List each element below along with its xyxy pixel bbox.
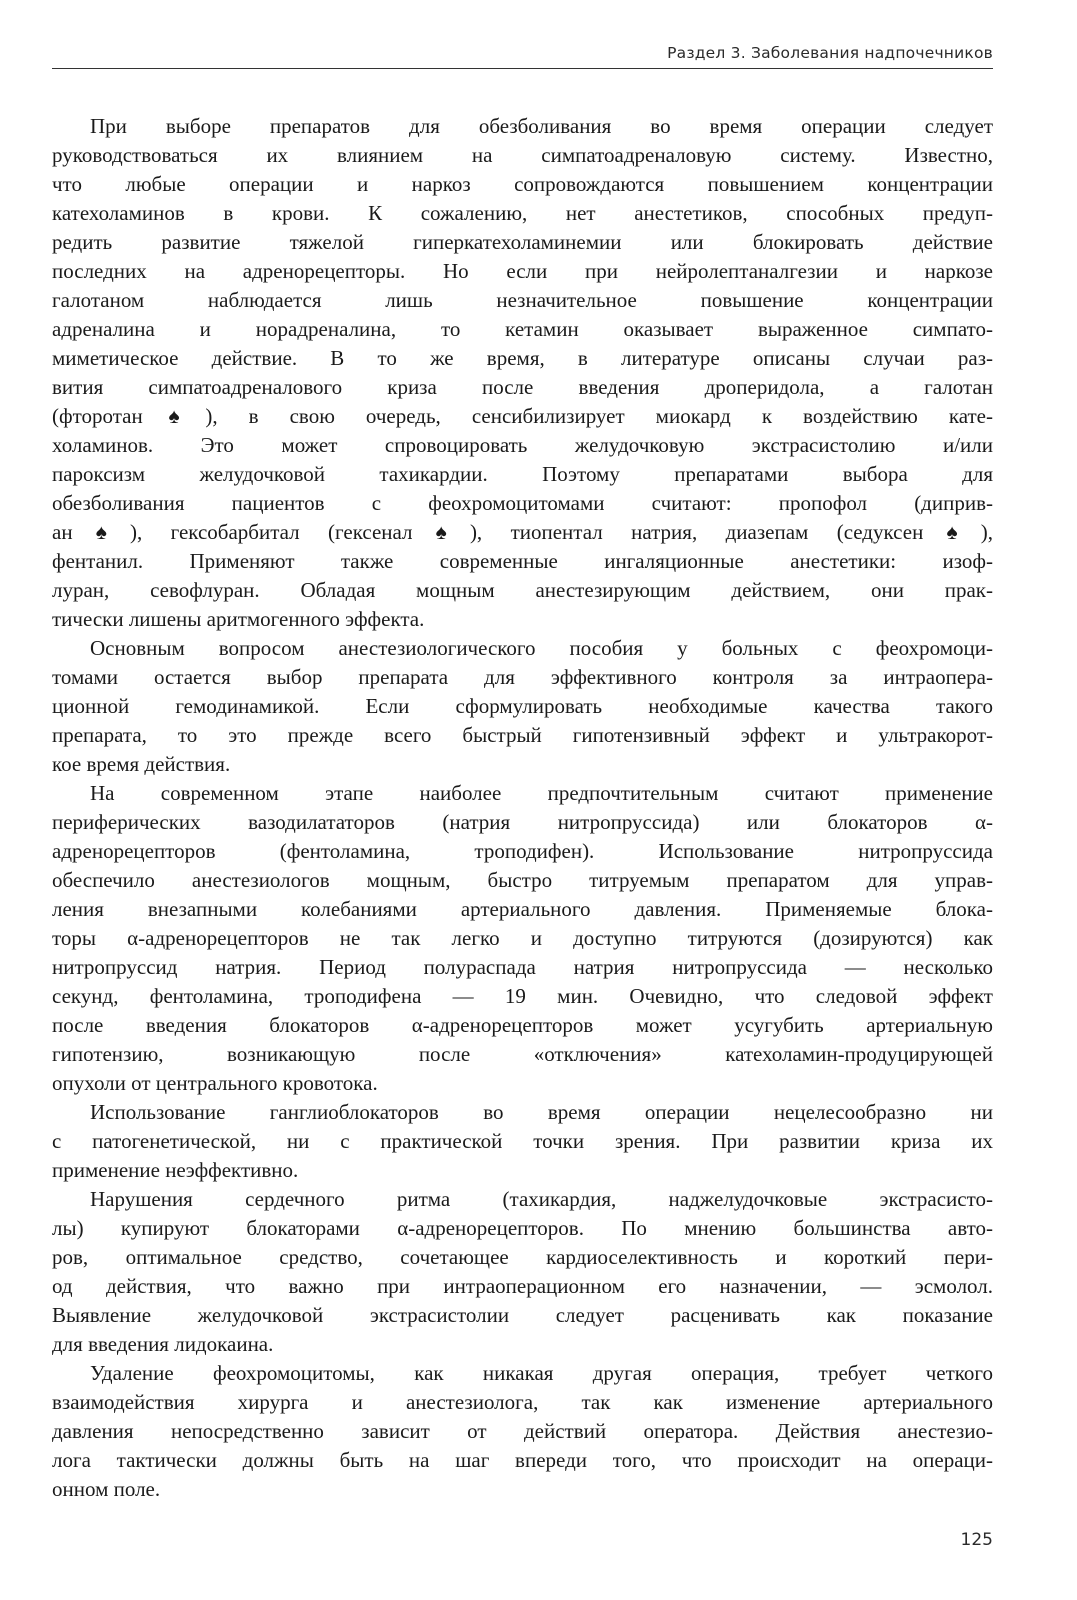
paragraph-surgeon-anesthesiologist (52, 1359, 993, 1504)
text-line: вития симпатоадреналового криза после введения дроперидола, а галотан (52, 375, 993, 399)
text-line: руководствоваться их влиянием на симпатоадреналовую систему. Известно, (52, 143, 993, 167)
text-line: ров, оптимальное средство, сочетающее кардиоселективность и короткий пери- (52, 1245, 993, 1269)
text-line: давления непосредственно зависит от действий оператора. Действия анестезио- (52, 1419, 993, 1443)
text-line: лы) купируют блокаторами α-адренорецепторов. По мнению большинства авто- (52, 1216, 993, 1240)
text-line: что любые операции и наркоз сопровождаются повышением концентрации (52, 172, 993, 196)
running-header (52, 44, 993, 69)
text-line: лога тактически должны быть на шаг впереди того, что происходит на операци- (52, 1448, 993, 1472)
text-line: обеспечило анестезиологов мощным, быстро титруемым препаратом для управ- (52, 868, 993, 892)
text-line: кое время действия. (52, 752, 231, 776)
text-line: Удаление феохромоцитомы, как никакая другая операция, требует четкого (90, 1361, 993, 1385)
text-line: На современном этапе наиболее предпочтительным считают применение (90, 781, 993, 805)
text-line: пароксизм желудочковой тахикардии. Поэтому препаратами выбора для (52, 462, 993, 486)
text-line: обезболивания пациентов с феохромоцитомами считают: пропофол (диприв- (52, 491, 993, 515)
text-line: адренорецепторов (фентоламина, троподифен). Использование нитропруссида (52, 839, 993, 863)
page-number: 125 (960, 1530, 993, 1550)
text-line: ления внезапными колебаниями артериального давления. Применяемые блока- (52, 897, 993, 921)
text-line: последних на адренорецепторы. Но если при нейролептаналгезии и наркозе (52, 259, 993, 283)
text-line: Использование ганглиоблокаторов во время операции нецелесообразно ни (90, 1100, 993, 1124)
text-line: опухоли от центрального кровотока. (52, 1071, 378, 1095)
text-line: томами остается выбор препарата для эффективного контроля за интраопера- (52, 665, 993, 689)
text-line: ан♠), гексобарбитал (гексенал♠), тиопентал натрия, диазепам (седуксен♠), (52, 520, 993, 544)
text-line: миметическое действие. В то же время, в литературе описаны случаи раз- (52, 346, 993, 370)
text-line: онном поле. (52, 1477, 161, 1501)
text-line: холаминов. Это может спровоцировать желудочковую экстрасистолию и/или (52, 433, 993, 457)
text-line: фентанил. Применяют также современные ингаляционные анестетики: изоф- (52, 549, 993, 573)
text-line: применение неэффективно. (52, 1158, 299, 1182)
text-line: торы α-адренорецепторов не так легко и доступно титруются (дозируются) как (52, 926, 993, 950)
text-line: адреналина и норадреналина, то кетамин оказывает выраженное симпато- (52, 317, 993, 341)
text-line: периферических вазодилататоров (натрия нитропруссида) или блокаторов α- (52, 810, 993, 834)
paragraph-anesthesia-choice (52, 112, 993, 634)
text-line: для введения лидокаина. (52, 1332, 274, 1356)
paragraph-ganglioblockers (52, 1098, 993, 1185)
text-line: од действия, что важно при интраоперационном его назначении, — эсмолол. (52, 1274, 993, 1298)
text-line: луран, севофлуран. Обладая мощным анестезирующим действием, они прак- (52, 578, 993, 602)
paragraph-arrhythmia (52, 1185, 993, 1359)
text-line: гипотензию, возникающую после «отключения» катехоламин-продуцирующей (52, 1042, 993, 1066)
text-line: Нарушения сердечного ритма (тахикардия, наджелудочковые экстрасисто- (90, 1187, 993, 1211)
text-line: взаимодействия хирурга и анестезиолога, так как изменение артериального (52, 1390, 993, 1414)
text-line: редить развитие тяжелой гиперкатехоламинемии или блокировать действие (52, 230, 993, 254)
text-line: препарата, то это прежде всего быстрый гипотензивный эффект и ультракорот- (52, 723, 993, 747)
text-line: после введения блокаторов α-адренорецепторов может усугубить артериальную (52, 1013, 993, 1037)
text-line: (фторотан♠), в свою очередь, сенсибилизирует миокард к воздействию кате- (52, 404, 993, 428)
paragraph-hemodynamics-control (52, 634, 993, 779)
text-line: секунд, фентоламина, троподифена — 19 мин. Очевидно, что следовой эффект (52, 984, 993, 1008)
running-header-title: Раздел 3. Заболевания надпочечников (667, 44, 993, 62)
text-line: ционной гемодинамикой. Если сформулировать необходимые качества такого (52, 694, 993, 718)
text-line: тически лишены аритмогенного эффекта. (52, 607, 425, 631)
text-line: нитропруссид натрия. Период полураспада натрия нитропруссида — несколько (52, 955, 993, 979)
text-line: катехоламинов в крови. К сожалению, нет анестетиков, способных предуп- (52, 201, 993, 225)
paragraph-vasodilators (52, 779, 993, 1098)
text-line: галотаном наблюдается лишь незначительное повышение концентрации (52, 288, 993, 312)
text-line: с патогенетической, ни с практической точки зрения. При развитии криза их (52, 1129, 993, 1153)
text-line: При выборе препаратов для обезболивания во время операции следует (90, 114, 993, 138)
main-text (52, 112, 993, 1504)
text-line: Выявление желудочковой экстрасистолии следует расценивать как показание (52, 1303, 993, 1327)
text-line: Основным вопросом анестезиологического пособия у больных с феохромоци- (90, 636, 993, 660)
